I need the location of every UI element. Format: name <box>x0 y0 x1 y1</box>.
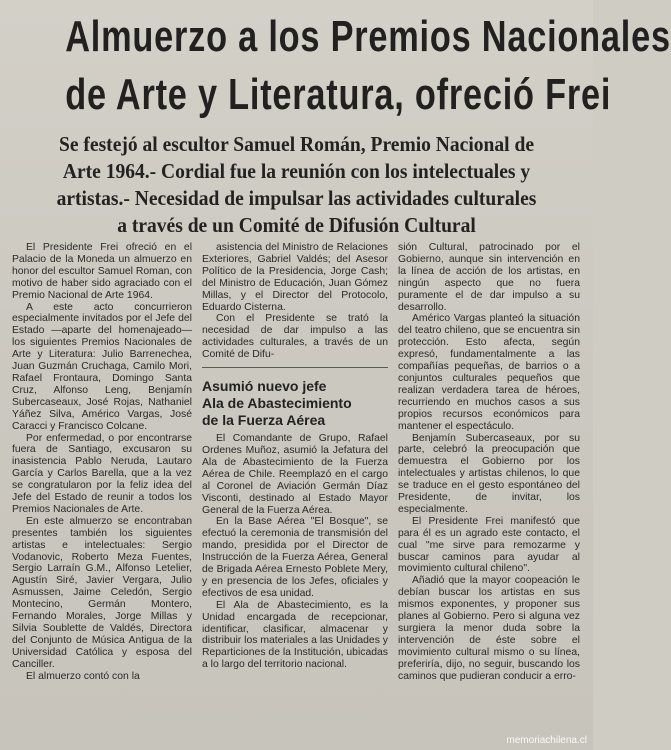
col1-paragraph: En este almuerzo se encontraban presentes también los siguientes artistas e intelectuales: Sergio Vodanovic, Roberto Meza Fuentes, Sergio Larraín G.M., Alfonso Letelier, Agustín Siré, Javier Vergara, Julio Asmussen, Jaime Celedón, Sergio Montecino, Germán Montero, Fernando Morales, Jorge Millas y Silvia Soublette de Valdés, Directora del Conjunto de Música Antigua de la Universidad Católica y esposa del Canciller. <box>12 515 192 670</box>
col1-paragraph: A este acto concurrieron especialmente invitados por el Jefe del Estado —aparte del homenajeado— los siguientes Premios Nacionales de Arte y Literatura: Julio Barrenechea, Juan Guzmán Cruchaga, Camilo Mori, Rafael Frontaura, Domingo Santa Cruz, Alfonso Leng, Benjamín Subercaseaux, José Rojas, Nathaniel Yáñez Silva, Américo Vargas, José Caracci y Francisco Colcane. <box>12 301 192 432</box>
col1-paragraph: Por enfermedad, o por encontrarse fuera de Santiago, excusaron su inasistencia Pablo Neruda, Lautaro García y Carlos Barella, que a la vez se congratularon por la feliz idea del Jefe del Estado de reunir a todos los Premios Nacionales de Arte. <box>12 432 192 515</box>
col2-paragraph: El Ala de Abastecimiento, es la Unidad encargada de recepcionar, identificar, clasificar, almacenar y distribuir los materiales a las Unidades y Reparticiones de la Institución, ubicadas a lo largo del territorio nacional. <box>202 599 388 671</box>
subheadline-line-2: Arte 1964.- Cordial fue la reunión con los intelectuales y <box>62 159 531 183</box>
col1-paragraph: El Presidente Frei ofreció en el Palacio de la Moneda un almuerzo en honor del escultor Samuel Roman, con motivo de haber sido agraciado con el Premio Nacional de Arte 1964. <box>12 242 192 301</box>
col2-paragraph: Con el Presidente se trató la necesidad de dar impulso a las actividades culturales, a través de un Comité de Difu- <box>202 313 388 361</box>
headline-line-1: Almuerzo a los Premios Nacionales <box>65 12 671 61</box>
col3-paragraph: sión Cultural, patrocinado por el Gobierno, aunque sin intervención en la línea de acción de los artistas, en ningún aspecto que no fuera puramente el de dar impulso a su desarrollo. <box>398 242 580 313</box>
col3-paragraph: Américo Vargas planteó la situación del teatro chileno, que se encuentra sin protección. Esto afecta, según expresó, fundamentalmente a las compañías pequeñas, de barrios o a conjuntos culturales pequeños que realizan verdadera tarea de héroes, recurriendo en muchos casos a sus propios recursos económicos para mantener el espectáculo. <box>398 313 580 432</box>
headline-line-2: de Arte y Literatura, ofreció Frei <box>65 70 612 119</box>
column-divider <box>202 367 388 368</box>
col2-paragraph: El Comandante de Grupo, Rafael Ordenes Muñoz, asumió la Jefatura del Ala de Abastecimiento de la Fuerza Aérea de Chile. Reemplazó en el cargo al Coronel de Aviación Germán Díaz Visconti, destinado al Estado Mayor General de la Fuerza Aérea. <box>202 433 388 516</box>
subheadline-line-1: Se festejó al escultor Samuel Román, Premio Nacional de <box>59 132 534 156</box>
col3-paragraph: Benjamín Subercaseaux, por su parte, celebró la preocupación que demuestra el Gobierno por los intelectuales y artistas chilenos, lo que se traduce en el gesto espontáneo del Presidente, de invitar, los especialmente. <box>398 432 580 515</box>
secondary-headline-line-2: Ala de Abastecimiento <box>202 395 352 412</box>
subheadline-line-4: a través de un Comité de Difusión Cultural <box>117 213 476 237</box>
source-watermark: memoriachilena.cl <box>506 735 587 746</box>
column-3 <box>398 242 580 683</box>
subheadline-line-3: artistas.- Necesidad de impulsar las actividades culturales <box>56 186 537 210</box>
secondary-headline <box>202 378 388 429</box>
col2-paragraph: En la Base Aérea "El Bosque", se efectuó la ceremonia de transmisión del mando, presidida por el Director de Instrucción de la Fuerza Aérea, General de Brigada Aérea Ernesto Poblete Mery, y en presencia de los Jefes, oficiales y efectivos de esa unidad. <box>202 516 388 599</box>
col3-paragraph: El Presidente Frei manifestó que para él es un agrado este contacto, el cual "me sirve para remozarme y buscar caminos para ayudar al movimiento cultural chileno". <box>398 515 580 575</box>
secondary-headline-line-1: Asumió nuevo jefe <box>202 378 327 395</box>
column-2 <box>202 242 388 671</box>
col2-paragraph: asistencia del Ministro de Relaciones Exteriores, Gabriel Valdés; del Asesor Político de la Presidencia, Jorge Cash; del Ministro de Educación, Juan Gómez Millas, y el Director del Protocolo, Eduardo Cisterna. <box>202 242 388 313</box>
col1-paragraph: El almuerzo contó con la <box>26 670 140 682</box>
subheadline <box>21 131 572 239</box>
column-1 <box>12 242 192 683</box>
col3-paragraph: Añadió que la mayor coopeación le debían buscar los artistas en sus mismos exponentes, y proponer sus planes al Gobierno. Pero si alguna vez surgiera la menor duda sobre la intervención de éste sobre el movimiento cultural mismo o su línea, preferiría, dijo, no seguir, buscando los caminos que pudieran conducir a erro- <box>398 575 580 682</box>
secondary-headline-line-3: de la Fuerza Aérea <box>202 412 326 429</box>
